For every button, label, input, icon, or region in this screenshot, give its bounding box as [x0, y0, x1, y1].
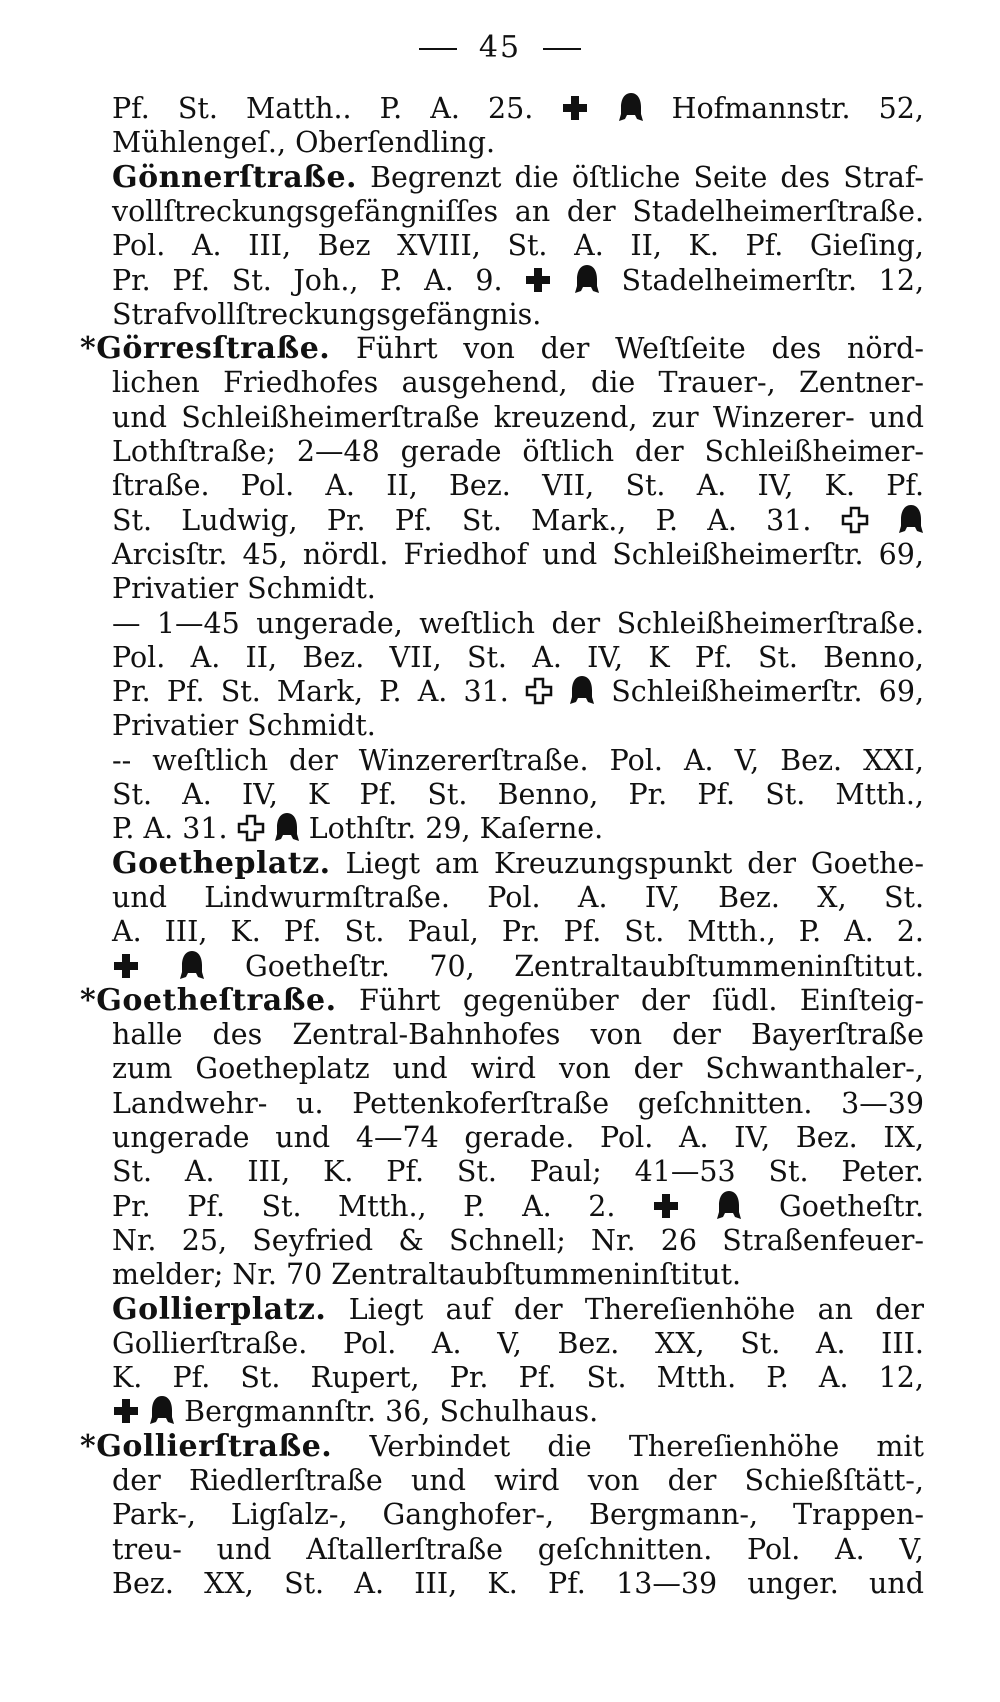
line-text: A. III, K. Pf. St. Paul, Pr. Pf. St. Mtth., P. A. 2.	[112, 915, 924, 949]
line-text-after-symbols: Goetheſtr.	[778, 1189, 925, 1223]
line-text: ſtraße. Pol. A. II, Bez. VII, St. A. IV, K. Pf.	[112, 469, 924, 503]
line-text: vollſtreckungsgefängniſſes an der Stadelheimerſtraße.	[112, 194, 924, 228]
line-text-before-symbols: P. A. 31.	[112, 812, 228, 846]
line-text: Pol. A. II, Bez. VII, St. A. IV, K Pf. St. Benno,	[112, 640, 924, 674]
line-text: St. A. III, K. Pf. St. Paul; 41—53 St. Peter.	[112, 1155, 924, 1189]
line-text-after-symbols: Schleißheimerſtr. 69,	[611, 675, 925, 709]
line-text: Bez. XX, St. A. III, K. Pf. 13—39 unger. und	[112, 1566, 924, 1600]
line-text: und Schleißheimerſtraße kreuzend, zur Winzerer- und	[112, 400, 924, 434]
filled-cross-icon	[561, 94, 589, 122]
fire-helmet-icon	[716, 1190, 742, 1220]
line-text: Privatier Schmidt.	[112, 709, 376, 743]
line-text-before-symbols: Pr. Pf. St. Joh., P. A. 9.	[112, 263, 503, 297]
line-text: Landwehr- u. Pettenkoferſtraße geſchnitten. 3—39	[112, 1086, 924, 1120]
entry-headword: Gönnerſtraße.	[112, 159, 357, 195]
line-text: Nr. 25, Seyfried & Schnell; Nr. 26 Straßenfeuer-	[112, 1223, 924, 1257]
line-text-before-symbols: St. Ludwig, Pr. Pf. St. Mark., P. A. 31.	[112, 503, 812, 537]
entry-headword: Goetheplatz.	[112, 845, 331, 881]
page-number-dash-right	[543, 48, 581, 50]
line-text: treu- und Aſtallerſtraße geſchnitten. Pol. A. V,	[112, 1532, 924, 1566]
line-text: Park-, Ligſalz-, Ganghofer-, Bergmann-, Trappen-	[112, 1498, 924, 1532]
fire-helmet-icon	[149, 1395, 175, 1425]
text-line	[112, 1561, 924, 1607]
line-text: melder; Nr. 70 Zentraltaubſtummeninſtitut.	[112, 1258, 742, 1292]
line-text: der Riedlerſtraße und wird von der Schießſtätt-,	[112, 1464, 924, 1497]
line-text: Begrenzt die öſtliche Seite des Straf-	[370, 160, 924, 194]
fire-helmet-icon	[569, 675, 595, 705]
page-number	[0, 30, 1000, 65]
fire-helmet-icon	[274, 812, 300, 842]
line-text-after-symbols: Bergmannſtr. 36, Schulhaus.	[184, 1395, 599, 1429]
outline-cross-icon	[237, 814, 265, 842]
line-text: Liegt am Kreuzungspunkt der Goethe-	[345, 846, 924, 880]
fire-helmet-icon	[898, 504, 924, 534]
line-text: Pol. A. III, Bez XVIII, St. A. II, K. Pf. Gieſing,	[112, 229, 924, 263]
line-text: zum Goetheplatz und wird von der Schwanthaler-,	[112, 1052, 924, 1086]
entry-marker: *	[80, 1428, 97, 1464]
line-text: Führt gegenüber der ſüdl. Einſteig-	[358, 983, 925, 1017]
fire-helmet-icon	[618, 92, 644, 122]
entry-marker: *	[80, 331, 97, 367]
line-text: Privatier Schmidt.	[112, 572, 376, 606]
entry-marker: *	[80, 982, 97, 1018]
line-text: St. A. IV, K Pf. St. Benno, Pr. Pf. St. Mtth.,	[112, 778, 924, 811]
line-text: Strafvollſtreckungsgefängnis.	[112, 297, 542, 331]
entry-headword: Goetheſtraße.	[96, 982, 337, 1018]
line-text: Führt von der Weſtſeite des nörd-	[356, 332, 924, 366]
outline-cross-icon	[841, 506, 869, 534]
filled-cross-icon	[652, 1192, 680, 1220]
filled-cross-icon	[112, 952, 140, 980]
entry-headword: Görresſtraße.	[96, 331, 331, 367]
entry-headword: Gollierſtraße.	[96, 1428, 333, 1464]
fire-helmet-icon	[179, 950, 205, 980]
line-text-after-symbols: Stadelheimerſtr. 12,	[621, 263, 925, 297]
outline-cross-icon	[525, 677, 553, 705]
line-text-before-symbols: Pr. Pf. St. Mark, P. A. 31.	[112, 675, 509, 709]
filled-cross-icon	[112, 1397, 140, 1425]
line-text-before-symbols: Pr. Pf. St. Mtth., P. A. 2.	[112, 1189, 616, 1223]
line-text: und Lindwurmſtraße. Pol. A. IV, Bez. X, St.	[112, 880, 924, 914]
line-text-after-symbols: Hofmannstr. 52,	[671, 92, 924, 125]
line-text: ungerade und 4—74 gerade. Pol. A. IV, Bez. IX,	[112, 1121, 924, 1154]
fire-helmet-icon	[574, 264, 600, 294]
line-text: lichen Friedhofes ausgehend, die Trauer-, Zentner-	[112, 366, 924, 400]
line-text-before-symbols: Pf. St. Matth.. P. A. 25.	[112, 92, 534, 125]
line-text: Liegt auf der Thereſienhöhe an der	[348, 1292, 924, 1326]
page-number-value: 45	[478, 30, 522, 65]
line-text-after-symbols: Goetheſtr. 70, Zentraltaubſtummeninſtitut.	[244, 949, 924, 983]
line-text-after-symbols: Lothſtr. 29, Kaſerne.	[308, 812, 604, 846]
line-text: Arcisſtr. 45, nördl. Friedhof und Schleißheimerſtr. 69,	[112, 537, 924, 571]
entry-headword: Gollierplatz.	[112, 1291, 327, 1327]
line-text: Mühlengeſ., Oberſendling.	[112, 126, 496, 160]
line-text: K. Pf. St. Rupert, Pr. Pf. St. Mtth. P. A. 12,	[112, 1361, 924, 1395]
filled-cross-icon	[524, 266, 552, 294]
line-text: Lothſtraße; 2—48 gerade öſtlich der Schleißheimer-	[112, 435, 924, 468]
line-text: Gollierſtraße. Pol. A. V, Bez. XX, St. A. III.	[112, 1326, 924, 1360]
line-text: — 1—45 ungerade, weſtlich der Schleißheimerſtraße.	[112, 606, 924, 640]
line-text: halle des Zentral-Bahnhofes von der Bayerſtraße	[112, 1018, 924, 1052]
page-number-dash-left	[419, 48, 457, 50]
line-text: Verbindet die Thereſienhöhe mit	[369, 1429, 924, 1463]
line-text: -- weſtlich der Winzererſtraße. Pol. A. V, Bez. XXI,	[112, 743, 924, 777]
